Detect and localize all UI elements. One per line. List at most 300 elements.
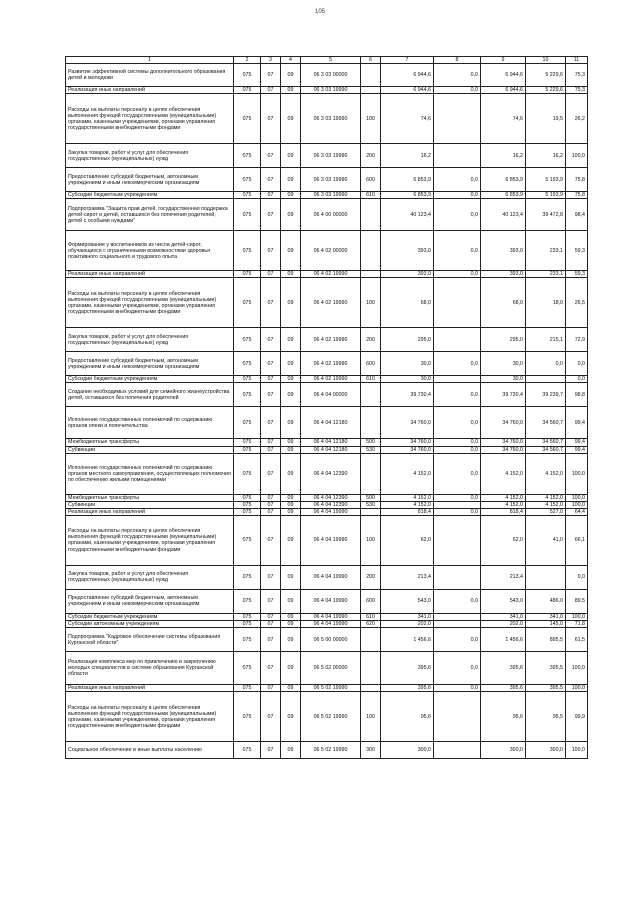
cell-adjusted-amount: 62,0 bbox=[481, 515, 526, 565]
cell-approved-amount: 4 152,0 bbox=[381, 453, 434, 494]
cell-adjusted-amount: 393,0 bbox=[481, 271, 526, 278]
table-row bbox=[66, 376, 588, 383]
cell-approved-amount: 30,0 bbox=[381, 376, 434, 383]
cell-ministry-code: 075 bbox=[234, 515, 261, 565]
cell-adjusted-amount: 6 944,6 bbox=[481, 87, 526, 94]
cell-execution-percent: 26,5 bbox=[566, 278, 588, 328]
cell-amendment-amount: 0,0 bbox=[434, 87, 481, 94]
cell-adjusted-amount: 30,0 bbox=[481, 352, 526, 376]
cell-adjusted-amount: 40 123,4 bbox=[481, 199, 526, 231]
cell-amendment-amount: 0,0 bbox=[434, 231, 481, 271]
cell-section-code: 07 bbox=[261, 376, 281, 383]
cell-ministry-code: 075 bbox=[234, 168, 261, 192]
cell-approved-amount: 6 853,9 bbox=[381, 168, 434, 192]
cell-name: Закупка товаров, работ и услуг для обеспечения государственных (муниципальных) нужд bbox=[66, 565, 234, 589]
cell-target-article-code: 06 4 02 19990 bbox=[301, 328, 361, 352]
cell-ministry-code: 075 bbox=[234, 376, 261, 383]
cell-section-code: 07 bbox=[261, 501, 281, 508]
table-body bbox=[66, 64, 588, 759]
cell-expense-type-code: 530 bbox=[361, 446, 381, 453]
table-row bbox=[66, 742, 588, 759]
cell-ministry-code: 075 bbox=[234, 685, 261, 692]
cell-adjusted-amount: 74,6 bbox=[481, 94, 526, 144]
cell-ministry-code: 075 bbox=[234, 407, 261, 439]
column-header: 1 bbox=[66, 57, 234, 64]
cell-executed-amount: 34 560,7 bbox=[526, 407, 566, 439]
cell-ministry-code: 075 bbox=[234, 87, 261, 94]
cell-ministry-code: 075 bbox=[234, 199, 261, 231]
cell-section-code: 07 bbox=[261, 685, 281, 692]
cell-approved-amount: 4 152,0 bbox=[381, 501, 434, 508]
cell-section-code: 07 bbox=[261, 199, 281, 231]
table-row bbox=[66, 231, 588, 271]
cell-subsection-code: 09 bbox=[281, 376, 301, 383]
cell-name: Межбюджетные трансферты bbox=[66, 439, 234, 446]
cell-target-article-code: 06 4 04 19990 bbox=[301, 515, 361, 565]
cell-target-article-code: 06 3 03 19990 bbox=[301, 87, 361, 94]
cell-execution-percent: 100,0 bbox=[566, 144, 588, 168]
cell-section-code: 07 bbox=[261, 613, 281, 620]
cell-ministry-code: 075 bbox=[234, 621, 261, 628]
cell-subsection-code: 09 bbox=[281, 515, 301, 565]
cell-adjusted-amount: 4 152,0 bbox=[481, 453, 526, 494]
cell-section-code: 07 bbox=[261, 508, 281, 515]
cell-execution-percent: 100,0 bbox=[566, 453, 588, 494]
cell-executed-amount: 4 152,0 bbox=[526, 501, 566, 508]
cell-approved-amount: 295,0 bbox=[381, 328, 434, 352]
cell-subsection-code: 09 bbox=[281, 352, 301, 376]
cell-approved-amount: 34 760,0 bbox=[381, 407, 434, 439]
cell-execution-percent: 99,4 bbox=[566, 446, 588, 453]
cell-adjusted-amount: 202,0 bbox=[481, 621, 526, 628]
table-row bbox=[66, 278, 588, 328]
cell-subsection-code: 09 bbox=[281, 508, 301, 515]
cell-ministry-code: 075 bbox=[234, 271, 261, 278]
cell-executed-amount: 215,1 bbox=[526, 328, 566, 352]
cell-expense-type-code bbox=[361, 628, 381, 652]
cell-name: Субсидии бюджетным учреждениям bbox=[66, 376, 234, 383]
cell-adjusted-amount: 34 760,0 bbox=[481, 407, 526, 439]
cell-expense-type-code bbox=[361, 652, 381, 685]
cell-name: Закупка товаров, работ и услуг для обеспечения государственных (муниципальных) нужд bbox=[66, 328, 234, 352]
cell-name: Развитие эффективной системы дополнительного образования детей и молодежи bbox=[66, 64, 234, 87]
cell-adjusted-amount: 95,6 bbox=[481, 692, 526, 742]
cell-amendment-amount bbox=[434, 613, 481, 620]
cell-adjusted-amount: 30,0 bbox=[481, 376, 526, 383]
column-header: 11 bbox=[566, 57, 588, 64]
cell-name: Подпрограмма "Кадровое обеспечение системы образования Курганской области" bbox=[66, 628, 234, 652]
cell-name: Предоставление субсидий бюджетным, автономным учреждениям и иным некоммерческим организациям bbox=[66, 589, 234, 613]
cell-amendment-amount: 0,0 bbox=[434, 352, 481, 376]
cell-target-article-code: 06 5 02 19990 bbox=[301, 692, 361, 742]
cell-name: Реализация иных направлений bbox=[66, 87, 234, 94]
cell-section-code: 07 bbox=[261, 144, 281, 168]
cell-amendment-amount: 0,0 bbox=[434, 628, 481, 652]
table-row bbox=[66, 94, 588, 144]
cell-expense-type-code: 530 bbox=[361, 501, 381, 508]
cell-execution-percent: 89,5 bbox=[566, 589, 588, 613]
cell-section-code: 07 bbox=[261, 628, 281, 652]
cell-target-article-code: 06 4 04 19990 bbox=[301, 565, 361, 589]
cell-amendment-amount: 0,0 bbox=[434, 439, 481, 446]
cell-name: Расходы на выплаты персоналу в целях обеспечения выполнения функций государственными (муниципальными) органами, казенными учреждениями, органами управления государственными внебюджетными фондами bbox=[66, 94, 234, 144]
column-header: 8 bbox=[434, 57, 481, 64]
cell-ministry-code: 075 bbox=[234, 453, 261, 494]
cell-expense-type-code: 100 bbox=[361, 515, 381, 565]
cell-adjusted-amount: 4 152,0 bbox=[481, 501, 526, 508]
cell-amendment-amount: 0,0 bbox=[434, 168, 481, 192]
cell-executed-amount: 341,0 bbox=[526, 613, 566, 620]
cell-name: Исполнение государственных полномочий по содержанию органов местного самоуправления, осуществляющих полномочия по обеспечению жилыми помещениями bbox=[66, 453, 234, 494]
cell-adjusted-amount: 4 152,0 bbox=[481, 494, 526, 501]
cell-section-code: 07 bbox=[261, 328, 281, 352]
cell-approved-amount: 543,0 bbox=[381, 589, 434, 613]
cell-execution-percent: 64,4 bbox=[566, 508, 588, 515]
cell-approved-amount: 202,0 bbox=[381, 621, 434, 628]
cell-execution-percent: 100,0 bbox=[566, 613, 588, 620]
cell-adjusted-amount: 395,6 bbox=[481, 652, 526, 685]
cell-section-code: 07 bbox=[261, 453, 281, 494]
table-row bbox=[66, 192, 588, 199]
cell-execution-percent: 98,8 bbox=[566, 383, 588, 407]
cell-name: Создание необходимых условий для семейного жизнеустройства детей, оставшихся без попечения родителей bbox=[66, 383, 234, 407]
table-row bbox=[66, 515, 588, 565]
cell-subsection-code: 09 bbox=[281, 628, 301, 652]
cell-executed-amount: 16,2 bbox=[526, 144, 566, 168]
cell-execution-percent: 100,0 bbox=[566, 494, 588, 501]
cell-target-article-code: 06 4 04 19990 bbox=[301, 613, 361, 620]
budget-table bbox=[65, 56, 588, 759]
cell-expense-type-code bbox=[361, 271, 381, 278]
table-row bbox=[66, 565, 588, 589]
cell-approved-amount: 95,6 bbox=[381, 692, 434, 742]
cell-subsection-code: 09 bbox=[281, 144, 301, 168]
table-row bbox=[66, 144, 588, 168]
cell-section-code: 07 bbox=[261, 692, 281, 742]
cell-execution-percent: 0,0 bbox=[566, 376, 588, 383]
cell-target-article-code: 06 4 02 19990 bbox=[301, 352, 361, 376]
column-header: 2 bbox=[234, 57, 261, 64]
cell-target-article-code: 06 4 00 00000 bbox=[301, 199, 361, 231]
cell-execution-percent: 99,4 bbox=[566, 407, 588, 439]
cell-expense-type-code: 100 bbox=[361, 278, 381, 328]
cell-subsection-code: 09 bbox=[281, 94, 301, 144]
cell-amendment-amount: 0,0 bbox=[434, 453, 481, 494]
cell-name: Субсидии бюджетным учреждениям bbox=[66, 192, 234, 199]
cell-execution-percent: 66,1 bbox=[566, 515, 588, 565]
cell-section-code: 07 bbox=[261, 231, 281, 271]
cell-approved-amount: 34 760,0 bbox=[381, 446, 434, 453]
cell-execution-percent: 100,0 bbox=[566, 652, 588, 685]
cell-amendment-amount bbox=[434, 692, 481, 742]
cell-amendment-amount bbox=[434, 565, 481, 589]
cell-execution-percent: 72,9 bbox=[566, 328, 588, 352]
cell-executed-amount: 300,0 bbox=[526, 742, 566, 759]
cell-name: Реализация иных направлений bbox=[66, 685, 234, 692]
cell-executed-amount: 41,0 bbox=[526, 515, 566, 565]
cell-expense-type-code: 600 bbox=[361, 589, 381, 613]
cell-subsection-code: 09 bbox=[281, 439, 301, 446]
cell-name: Реализация иных направлений bbox=[66, 508, 234, 515]
cell-amendment-amount: 0,0 bbox=[434, 652, 481, 685]
cell-adjusted-amount: 6 853,9 bbox=[481, 168, 526, 192]
cell-ministry-code: 075 bbox=[234, 692, 261, 742]
cell-ministry-code: 075 bbox=[234, 383, 261, 407]
cell-executed-amount: 233,1 bbox=[526, 231, 566, 271]
cell-target-article-code: 06 4 04 19990 bbox=[301, 621, 361, 628]
table-row bbox=[66, 168, 588, 192]
cell-expense-type-code bbox=[361, 87, 381, 94]
cell-approved-amount: 34 760,0 bbox=[381, 439, 434, 446]
cell-approved-amount: 74,6 bbox=[381, 94, 434, 144]
cell-executed-amount: 395,5 bbox=[526, 652, 566, 685]
cell-expense-type-code bbox=[361, 64, 381, 87]
cell-subsection-code: 09 bbox=[281, 168, 301, 192]
cell-execution-percent: 99,9 bbox=[566, 692, 588, 742]
cell-execution-percent: 99,4 bbox=[566, 439, 588, 446]
cell-subsection-code: 09 bbox=[281, 501, 301, 508]
cell-execution-percent: 75,3 bbox=[566, 87, 588, 94]
cell-approved-amount: 300,0 bbox=[381, 742, 434, 759]
cell-amendment-amount: 0,0 bbox=[434, 199, 481, 231]
cell-amendment-amount: 0,0 bbox=[434, 64, 481, 87]
cell-target-article-code: 06 3 03 19990 bbox=[301, 144, 361, 168]
cell-subsection-code: 09 bbox=[281, 407, 301, 439]
cell-expense-type-code: 200 bbox=[361, 328, 381, 352]
cell-ministry-code: 075 bbox=[234, 565, 261, 589]
table-row bbox=[66, 453, 588, 494]
cell-target-article-code: 06 5 00 00000 bbox=[301, 628, 361, 652]
cell-execution-percent: 59,3 bbox=[566, 271, 588, 278]
cell-ministry-code: 075 bbox=[234, 446, 261, 453]
cell-section-code: 07 bbox=[261, 94, 281, 144]
cell-section-code: 07 bbox=[261, 446, 281, 453]
cell-adjusted-amount: 1 456,6 bbox=[481, 628, 526, 652]
cell-expense-type-code bbox=[361, 508, 381, 515]
cell-ministry-code: 075 bbox=[234, 352, 261, 376]
cell-target-article-code: 06 3 03 19990 bbox=[301, 94, 361, 144]
cell-target-article-code: 06 4 02 19990 bbox=[301, 376, 361, 383]
cell-expense-type-code: 200 bbox=[361, 565, 381, 589]
cell-section-code: 07 bbox=[261, 621, 281, 628]
cell-execution-percent: 75,8 bbox=[566, 168, 588, 192]
cell-execution-percent: 26,2 bbox=[566, 94, 588, 144]
cell-target-article-code: 06 4 04 12390 bbox=[301, 453, 361, 494]
cell-expense-type-code bbox=[361, 199, 381, 231]
cell-target-article-code: 06 3 03 19990 bbox=[301, 192, 361, 199]
cell-section-code: 07 bbox=[261, 192, 281, 199]
cell-approved-amount: 6 853,9 bbox=[381, 192, 434, 199]
cell-subsection-code: 09 bbox=[281, 192, 301, 199]
cell-executed-amount: 527,0 bbox=[526, 508, 566, 515]
cell-approved-amount: 393,0 bbox=[381, 271, 434, 278]
cell-target-article-code: 06 5 02 00000 bbox=[301, 652, 361, 685]
cell-execution-percent: 98,4 bbox=[566, 199, 588, 231]
cell-ministry-code: 075 bbox=[234, 439, 261, 446]
cell-approved-amount: 30,0 bbox=[381, 352, 434, 376]
cell-ministry-code: 075 bbox=[234, 278, 261, 328]
cell-amendment-amount: 0,0 bbox=[434, 192, 481, 199]
cell-executed-amount bbox=[526, 565, 566, 589]
table-row bbox=[66, 589, 588, 613]
cell-expense-type-code bbox=[361, 453, 381, 494]
cell-ministry-code: 075 bbox=[234, 742, 261, 759]
cell-subsection-code: 09 bbox=[281, 453, 301, 494]
cell-adjusted-amount: 68,0 bbox=[481, 278, 526, 328]
cell-section-code: 07 bbox=[261, 439, 281, 446]
cell-expense-type-code: 300 bbox=[361, 742, 381, 759]
cell-name: Расходы на выплаты персоналу в целях обеспечения выполнения функций государственными (муниципальными) органами, казенными учреждениями, органами управления государственными внебюджетными фондами bbox=[66, 692, 234, 742]
cell-amendment-amount: 0,0 bbox=[434, 685, 481, 692]
cell-execution-percent: 100,0 bbox=[566, 742, 588, 759]
table-row bbox=[66, 446, 588, 453]
cell-name: Исполнение государственных полномочий по содержанию органов опеки и попечительства bbox=[66, 407, 234, 439]
cell-section-code: 07 bbox=[261, 742, 281, 759]
cell-target-article-code: 06 4 04 19990 bbox=[301, 508, 361, 515]
cell-execution-percent: 75,3 bbox=[566, 64, 588, 87]
cell-expense-type-code: 620 bbox=[361, 621, 381, 628]
cell-amendment-amount: 0,0 bbox=[434, 407, 481, 439]
cell-executed-amount: 0,0 bbox=[526, 352, 566, 376]
cell-name: Предоставление субсидий бюджетным, автономным учреждениям и иным некоммерческим организациям bbox=[66, 168, 234, 192]
cell-executed-amount: 145,0 bbox=[526, 621, 566, 628]
column-header: 3 bbox=[261, 57, 281, 64]
cell-ministry-code: 075 bbox=[234, 328, 261, 352]
cell-ministry-code: 075 bbox=[234, 64, 261, 87]
cell-section-code: 07 bbox=[261, 589, 281, 613]
cell-amendment-amount bbox=[434, 94, 481, 144]
cell-target-article-code: 06 4 02 00000 bbox=[301, 231, 361, 271]
cell-adjusted-amount: 16,2 bbox=[481, 144, 526, 168]
table-row bbox=[66, 685, 588, 692]
column-header: 6 bbox=[361, 57, 381, 64]
cell-ministry-code: 075 bbox=[234, 231, 261, 271]
cell-expense-type-code: 610 bbox=[361, 192, 381, 199]
cell-subsection-code: 09 bbox=[281, 328, 301, 352]
cell-ministry-code: 075 bbox=[234, 628, 261, 652]
cell-amendment-amount: 0,0 bbox=[434, 508, 481, 515]
cell-section-code: 07 bbox=[261, 271, 281, 278]
cell-expense-type-code: 100 bbox=[361, 94, 381, 144]
column-header: 10 bbox=[526, 57, 566, 64]
cell-amendment-amount: 0,0 bbox=[434, 494, 481, 501]
cell-name: Подпрограмма "Защита прав детей, государственная поддержка детей-сирот и детей, оставшихся без попечения родителей, детей с особыми нуждами" bbox=[66, 199, 234, 231]
cell-execution-percent: 59,3 bbox=[566, 231, 588, 271]
cell-executed-amount: 233,1 bbox=[526, 271, 566, 278]
table-row bbox=[66, 628, 588, 652]
cell-approved-amount: 68,0 bbox=[381, 278, 434, 328]
cell-target-article-code: 06 5 02 19990 bbox=[301, 685, 361, 692]
table-row bbox=[66, 508, 588, 515]
cell-executed-amount: 395,5 bbox=[526, 685, 566, 692]
cell-name: Субвенции bbox=[66, 446, 234, 453]
table-row bbox=[66, 501, 588, 508]
cell-subsection-code: 09 bbox=[281, 446, 301, 453]
cell-amendment-amount bbox=[434, 515, 481, 565]
cell-subsection-code: 09 bbox=[281, 652, 301, 685]
cell-executed-amount: 34 560,7 bbox=[526, 439, 566, 446]
column-header: 9 bbox=[481, 57, 526, 64]
cell-adjusted-amount: 295,0 bbox=[481, 328, 526, 352]
cell-subsection-code: 09 bbox=[281, 685, 301, 692]
cell-approved-amount: 4 152,0 bbox=[381, 494, 434, 501]
cell-name: Расходы на выплаты персоналу в целях обеспечения выполнения функций государственными (муниципальными) органами, казенными учреждениями, органами управления государственными внебюджетными фондами bbox=[66, 515, 234, 565]
cell-expense-type-code: 500 bbox=[361, 439, 381, 446]
cell-expense-type-code: 100 bbox=[361, 692, 381, 742]
cell-ministry-code: 075 bbox=[234, 652, 261, 685]
cell-approved-amount: 395,6 bbox=[381, 652, 434, 685]
cell-target-article-code: 06 5 02 19990 bbox=[301, 742, 361, 759]
cell-executed-amount: 5 193,9 bbox=[526, 192, 566, 199]
cell-expense-type-code: 610 bbox=[361, 613, 381, 620]
cell-amendment-amount: 0,0 bbox=[434, 271, 481, 278]
cell-adjusted-amount: 213,4 bbox=[481, 565, 526, 589]
cell-adjusted-amount: 34 760,0 bbox=[481, 439, 526, 446]
cell-approved-amount: 39 730,4 bbox=[381, 383, 434, 407]
cell-subsection-code: 09 bbox=[281, 64, 301, 87]
cell-approved-amount: 395,6 bbox=[381, 685, 434, 692]
cell-executed-amount: 39 239,7 bbox=[526, 383, 566, 407]
cell-approved-amount: 16,2 bbox=[381, 144, 434, 168]
cell-execution-percent: 71,8 bbox=[566, 621, 588, 628]
table-row bbox=[66, 64, 588, 87]
column-header: 5 bbox=[301, 57, 361, 64]
cell-name: Формирование у воспитанников из числа детей-сирот, обучающихся с ограниченными возможностями здоровья позитивного социального и трудового опыта bbox=[66, 231, 234, 271]
cell-executed-amount: 34 560,7 bbox=[526, 446, 566, 453]
cell-amendment-amount: 0,0 bbox=[434, 446, 481, 453]
table-row bbox=[66, 407, 588, 439]
cell-target-article-code: 06 3 03 00000 bbox=[301, 64, 361, 87]
cell-section-code: 07 bbox=[261, 64, 281, 87]
page-number: 105 bbox=[314, 9, 325, 15]
cell-section-code: 07 bbox=[261, 652, 281, 685]
cell-ministry-code: 075 bbox=[234, 589, 261, 613]
cell-target-article-code: 06 4 02 19990 bbox=[301, 271, 361, 278]
cell-approved-amount: 1 456,6 bbox=[381, 628, 434, 652]
cell-subsection-code: 09 bbox=[281, 742, 301, 759]
cell-target-article-code: 06 4 04 12180 bbox=[301, 407, 361, 439]
cell-target-article-code: 06 4 04 19990 bbox=[301, 589, 361, 613]
cell-name: Субсидии бюджетным учреждениям bbox=[66, 613, 234, 620]
cell-ministry-code: 075 bbox=[234, 94, 261, 144]
cell-execution-percent: 100,0 bbox=[566, 501, 588, 508]
cell-approved-amount: 341,0 bbox=[381, 613, 434, 620]
cell-name: Межбюджетные трансферты bbox=[66, 494, 234, 501]
cell-expense-type-code: 610 bbox=[361, 376, 381, 383]
cell-amendment-amount bbox=[434, 278, 481, 328]
cell-approved-amount: 393,0 bbox=[381, 231, 434, 271]
column-header: 7 bbox=[381, 57, 434, 64]
table-row bbox=[66, 692, 588, 742]
cell-executed-amount: 895,5 bbox=[526, 628, 566, 652]
cell-execution-percent: 61,5 bbox=[566, 628, 588, 652]
table-row bbox=[66, 613, 588, 620]
cell-section-code: 07 bbox=[261, 168, 281, 192]
cell-ministry-code: 075 bbox=[234, 144, 261, 168]
cell-name: Социальное обеспечение и иные выплаты населению bbox=[66, 742, 234, 759]
cell-ministry-code: 075 bbox=[234, 508, 261, 515]
table-row bbox=[66, 621, 588, 628]
cell-expense-type-code: 600 bbox=[361, 352, 381, 376]
cell-name: Реализация комплекса мер по привлечению и закреплению молодых специалистов в системе образования Курганской области bbox=[66, 652, 234, 685]
cell-section-code: 07 bbox=[261, 87, 281, 94]
header-row bbox=[66, 57, 588, 64]
cell-approved-amount: 6 944,6 bbox=[381, 64, 434, 87]
cell-adjusted-amount: 818,4 bbox=[481, 508, 526, 515]
cell-target-article-code: 06 4 02 19990 bbox=[301, 278, 361, 328]
cell-amendment-amount bbox=[434, 742, 481, 759]
cell-target-article-code: 06 4 04 12390 bbox=[301, 501, 361, 508]
